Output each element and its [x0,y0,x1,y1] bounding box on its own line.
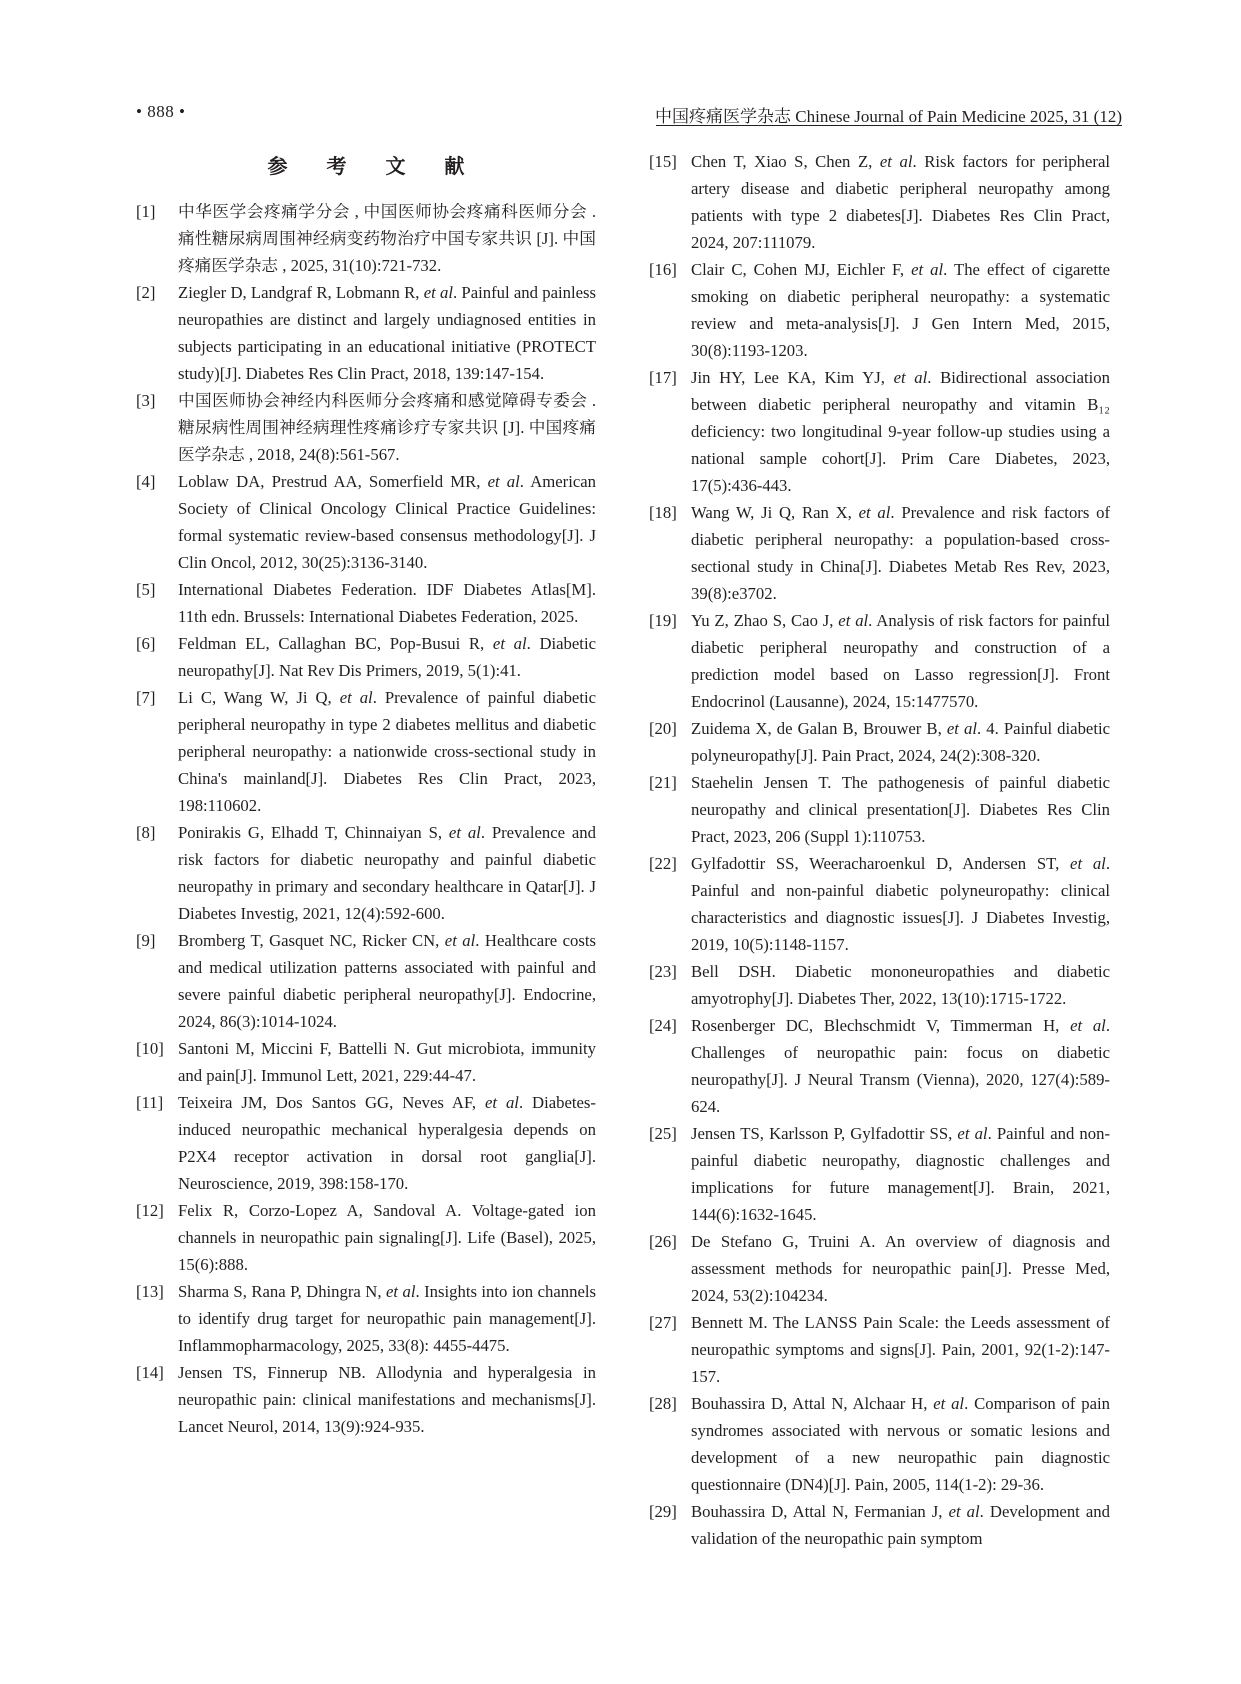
reference-item [649,850,1110,958]
reference-number: [3] [136,391,156,410]
reference-item [649,1309,1110,1390]
reference-text: Bell DSH. Diabetic mononeuropathies and diabetic amyotrophy[J]. Diabetes Ther, 2022, 13(10):1715-1722. [691,962,1110,1008]
reference-number: [20] [649,719,677,738]
reference-item [649,1012,1110,1120]
reference-number: [19] [649,611,677,630]
reference-text: Bouhassira D, Attal N, Fermanian J, et al. Development and validation of the neuropathic pain symptom [691,1502,1110,1548]
reference-number: [29] [649,1502,677,1521]
reference-text: Jensen TS, Karlsson P, Gylfadottir SS, et al. Painful and non-painful diabetic neuropathy, diagnostic challenges and implications for future management[J]. Brain, 2021, 144(6):1632-1645. [691,1124,1110,1224]
page-number: • 888 • [136,102,186,121]
reference-text: Wang W, Ji Q, Ran X, et al. Prevalence and risk factors of diabetic peripheral neuropathy: a population-based cross-sectional study in China[J]. Diabetes Metab Res Rev, 2023, 39(8):e3702. [691,503,1110,603]
reference-number: [17] [649,368,677,387]
reference-number: [21] [649,773,677,792]
references-column-left [136,148,596,1440]
reference-item [649,715,1110,769]
reference-item [136,198,596,279]
reference-number: [16] [649,260,677,279]
reference-text: De Stefano G, Truini A. An overview of diagnosis and assessment methods for neuropathic pain[J]. Presse Med, 2024, 53(2):104234. [691,1232,1110,1305]
reference-number: [1] [136,202,156,221]
page-header [136,100,1122,126]
reference-text: Staehelin Jensen T. The pathogenesis of painful diabetic neuropathy and clinical presentation[J]. Diabetes Res Clin Pract, 2023, 206 (Suppl 1):110753. [691,773,1110,846]
reference-item [136,279,596,387]
reference-number: [24] [649,1016,677,1035]
reference-number: [6] [136,634,156,653]
reference-text: Bennett M. The LANSS Pain Scale: the Leeds assessment of neuropathic symptoms and signs[J]. Pain, 2001, 92(1-2):147-157. [691,1313,1110,1386]
reference-text: Bromberg T, Gasquet NC, Ricker CN, et al. Healthcare costs and medical utilization patterns associated with painful and severe painful diabetic peripheral neuropathy[J]. Endocrine, 2024, 86(3):1014-1024. [178,931,596,1031]
reference-item [649,607,1110,715]
reference-item [136,576,596,630]
reference-number: [8] [136,823,156,842]
reference-text: Jin HY, Lee KA, Kim YJ, et al. Bidirectional association between diabetic peripheral neuropathy and vitamin B₁₂ deficiency: two longitudinal 9-year follow-up studies using a national sample cohort[J]. Prim Care Diabetes, 2023, 17(5):436-443. [691,368,1110,495]
reference-list-right [649,148,1110,1552]
reference-text: Clair C, Cohen MJ, Eichler F, et al. The effect of cigarette smoking on diabetic peripheral neuropathy: a systematic review and meta-analysis[J]. J Gen Intern Med, 2015, 30(8):1193-1203. [691,260,1110,360]
reference-number: [27] [649,1313,677,1332]
reference-item [136,927,596,1035]
reference-item [649,1228,1110,1309]
reference-text: Sharma S, Rana P, Dhingra N, et al. Insights into ion channels to identify drug target for neuropathic pain management[J]. Inflammopharmacology, 2025, 33(8): 4455-4475. [178,1282,596,1355]
reference-item [136,1197,596,1278]
reference-number: [15] [649,152,677,171]
reference-item [649,1498,1110,1552]
reference-item [136,387,596,468]
reference-number: [11] [136,1093,164,1112]
reference-number: [18] [649,503,677,522]
reference-number: [23] [649,962,677,981]
reference-text: Yu Z, Zhao S, Cao J, et al. Analysis of risk factors for painful diabetic peripheral neuropathy and construction of a prediction model based on Lasso regression[J]. Front Endocrinol (Lausanne), 2024, 15:1477570. [691,611,1110,711]
reference-item [136,1035,596,1089]
reference-text: 中国医师协会神经内科医师分会疼痛和感觉障碍专委会 . 糖尿病性周围神经病理性疼痛诊疗专家共识 [J]. 中国疼痛医学杂志 , 2018, 24(8):561-567. [178,391,596,464]
reference-text: Li C, Wang W, Ji Q, et al. Prevalence of painful diabetic peripheral neuropathy in type 2 diabetes mellitus and diabetic peripheral neuropathy: a nationwide cross-sectional study in China's mainland[J]. Diabetes Res Clin Pract, 2023, 198:110602. [178,688,596,815]
reference-item [649,499,1110,607]
reference-item [649,1120,1110,1228]
reference-number: [12] [136,1201,164,1220]
journal-title: 中国疼痛医学杂志 Chinese Journal of Pain Medicine 2025, 31 (12) [655,107,1122,126]
reference-text: Bouhassira D, Attal N, Alchaar H, et al. Comparison of pain syndromes associated with nervous or somatic lesions and development of a new neuropathic pain diagnostic questionnaire (DN4)[J]. Pain, 2005, 114(1-2): 29-36. [691,1394,1110,1494]
reference-text: Chen T, Xiao S, Chen Z, et al. Risk factors for peripheral artery disease and diabetic peripheral neuropathy among patients with type 2 diabetes[J]. Diabetes Res Clin Pract, 2024, 207:111079. [691,152,1110,252]
reference-number: [25] [649,1124,677,1143]
reference-number: [22] [649,854,677,873]
reference-text: Rosenberger DC, Blechschmidt V, Timmerman H, et al. Challenges of neuropathic pain: focus on diabetic neuropathy[J]. J Neural Transm (Vienna), 2020, 127(4):589-624. [691,1016,1110,1116]
reference-number: [10] [136,1039,164,1058]
reference-number: [13] [136,1282,164,1301]
reference-item [649,364,1110,499]
header-rule [656,125,1122,126]
reference-item [649,958,1110,1012]
reference-text: Feldman EL, Callaghan BC, Pop-Busui R, et al. Diabetic neuropathy[J]. Nat Rev Dis Primers, 2019, 5(1):41. [178,634,596,680]
reference-number: [7] [136,688,156,707]
reference-text: Santoni M, Miccini F, Battelli N. Gut microbiota, immunity and pain[J]. Immunol Lett, 2021, 229:44-47. [178,1039,596,1085]
references-column-right [649,148,1110,1552]
reference-item [649,256,1110,364]
references-heading: 参 考 文 献 [267,154,481,178]
reference-text: Ziegler D, Landgraf R, Lobmann R, et al. Painful and painless neuropathies are distinct and largely undiagnosed entities in subjects participating in an educational initiative (PROTECT study)[J]. Diabetes Res Clin Pract, 2018, 139:147-154. [178,283,596,383]
reference-number: [28] [649,1394,677,1413]
reference-item [649,148,1110,256]
reference-text: Loblaw DA, Prestrud AA, Somerfield MR, et al. American Society of Clinical Oncology Clinical Practice Guidelines: formal systematic review-based consensus methodology[J]. J Clin Oncol, 2012, 30(25):3136-3140. [178,472,596,572]
reference-item [136,1359,596,1440]
reference-item [136,684,596,819]
reference-number: [4] [136,472,156,491]
reference-text: Ponirakis G, Elhadd T, Chinnaiyan S, et al. Prevalence and risk factors for diabetic neuropathy and painful diabetic neuropathy in primary and secondary healthcare in Qatar[J]. J Diabetes Investig, 2021, 12(4):592-600. [178,823,596,923]
reference-item [136,1278,596,1359]
reference-item [136,819,596,927]
reference-item [136,1089,596,1197]
reference-text: 中华医学会疼痛学分会 , 中国医师协会疼痛科医师分会 . 痛性糖尿病周围神经病变药物治疗中国专家共识 [J]. 中国疼痛医学杂志 , 2025, 31(10):721-732. [178,202,596,275]
reference-number: [26] [649,1232,677,1251]
reference-item [649,769,1110,850]
reference-item [136,468,596,576]
reference-text: Gylfadottir SS, Weeracharoenkul D, Andersen ST, et al. Painful and non-painful diabetic polyneuropathy: clinical characteristics and diagnostic issues[J]. J Diabetes Investig, 2019, 10(5):1148-1157. [691,854,1110,954]
reference-text: Teixeira JM, Dos Santos GG, Neves AF, et al. Diabetes-induced neuropathic mechanical hyperalgesia depends on P2X4 receptor activation in dorsal root ganglia[J]. Neuroscience, 2019, 398:158-170. [178,1093,596,1193]
reference-item [136,630,596,684]
reference-text: Zuidema X, de Galan B, Brouwer B, et al. 4. Painful diabetic polyneuropathy[J]. Pain Pract, 2024, 24(2):308-320. [691,719,1111,765]
reference-number: [5] [136,580,156,599]
reference-number: [2] [136,283,156,302]
reference-text: Felix R, Corzo-Lopez A, Sandoval A. Voltage-gated ion channels in neuropathic pain signaling[J]. Life (Basel), 2025, 15(6):888. [178,1201,596,1274]
reference-text: Jensen TS, Finnerup NB. Allodynia and hyperalgesia in neuropathic pain: clinical manifestations and mechanisms[J]. Lancet Neurol, 2014, 13(9):924-935. [178,1363,596,1436]
reference-item [649,1390,1110,1498]
reference-text: International Diabetes Federation. IDF Diabetes Atlas[M]. 11th edn. Brussels: International Diabetes Federation, 2025. [178,580,596,626]
reference-number: [14] [136,1363,164,1382]
reference-number: [9] [136,931,156,950]
reference-list-left [136,198,596,1440]
